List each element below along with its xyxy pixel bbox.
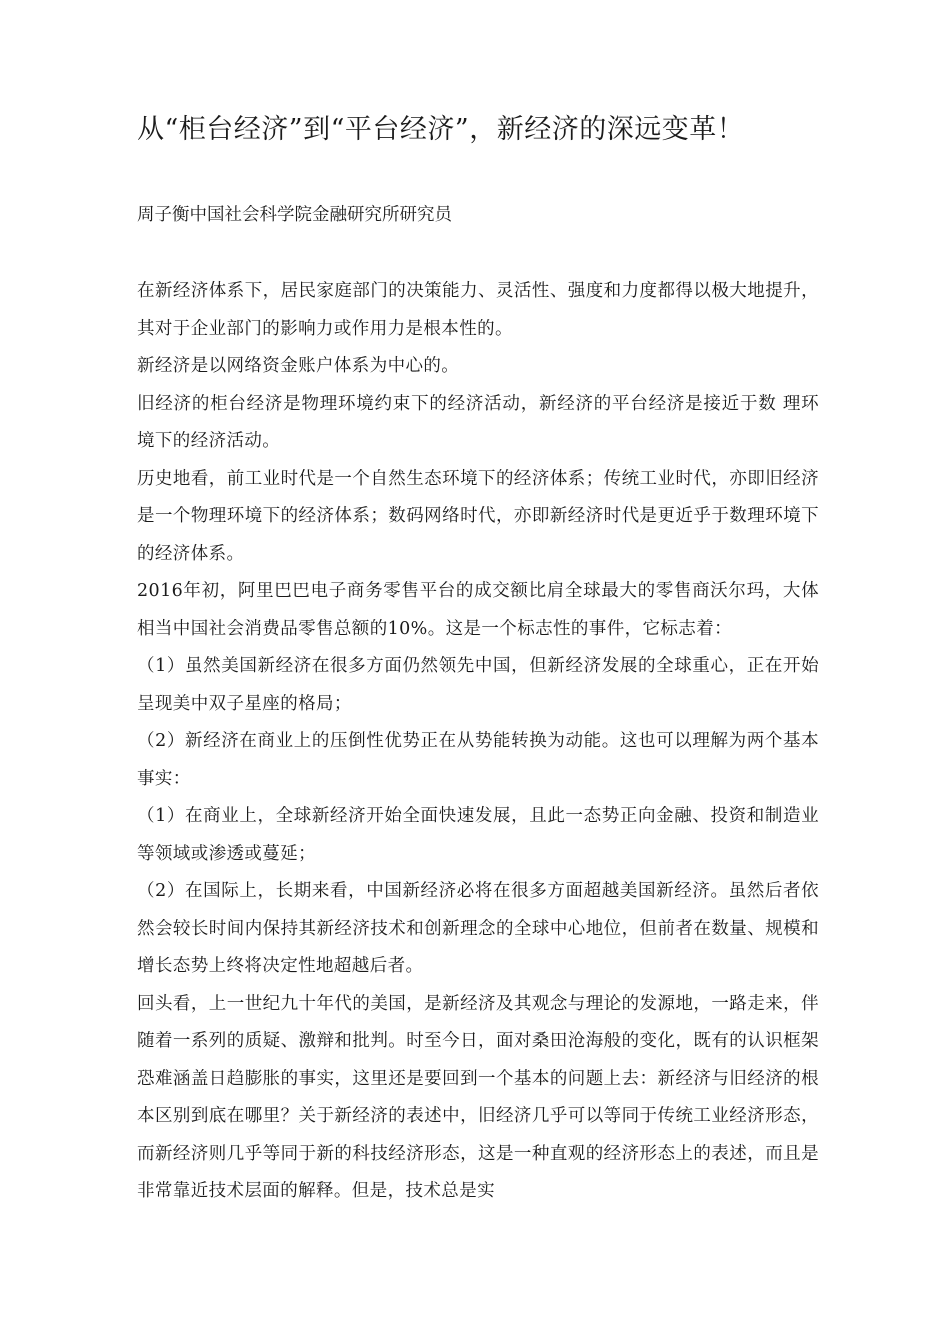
document-title: 从“柜台经济”到“平台经济”，新经济的深远变革！ (137, 114, 745, 145)
paragraph: 历史地看，前工业时代是一个自然生态环境下的经济体系；传统工业时代，亦即旧经济是一个物理环境下的经济体系；数码网络时代，亦即新经济时代是更近乎于数理环境下的经济体系。 (137, 468, 819, 564)
article-body (137, 273, 819, 1211)
author-line: 周子衡中国社会科学院金融研究所研究员 (137, 205, 452, 225)
list-item: （1）虽然美国新经济在很多方面仍然领先中国，但新经济发展的全球重心，正在开始呈现美中双子星座的格局； (137, 656, 819, 714)
paragraph: 新经济是以网络资金账户体系为中心的。 (137, 356, 460, 376)
list-item: （2）在国际上，长期来看，中国新经济必将在很多方面超越美国新经济。虽然后者依然会较长时间内保持其新经济技术和创新理念的全球中心地位，但前者在数量、规模和增长态势上终将决定性地超越后者。 (137, 881, 819, 976)
list-item: （2）新经济在商业上的压倒性优势正在从势能转换为动能。这也可以理解为两个基本事实： (137, 731, 819, 789)
paragraph: 2016年初，阿里巴巴电子商务零售平台的成交额比肩全球最大的零售商沃尔玛，大体相当中国社会消费品零售总额的10%。这是一个标志性的事件，它标志着： (137, 581, 819, 639)
paragraph: 在新经济体系下，居民家庭部门的决策能力、灵活性、强度和力度都得以极大地提升，其对于企业部门的影响力或作用力是根本性的。 (137, 281, 819, 339)
list-item: （1）在商业上，全球新经济开始全面快速发展，且此一态势正向金融、投资和制造业等领域或渗透或蔓延； (137, 806, 819, 864)
paragraph: 旧经济的柜台经济是物理环境约束下的经济活动，新经济的平台经济是接近于数 理环境下的经济活动。 (137, 393, 819, 451)
paragraph: 回头看，上一世纪九十年代的美国，是新经济及其观念与理论的发源地，一路走来，伴随着一系列的质疑、激辩和批判。时至今日，面对桑田沧海般的变化，既有的认识框架恐难涵盖日趋膨胀的事实，这里还是要回到一个基本的问题上去：新经济与旧经济的根本区别到底在哪里？关于新经济的表述中，旧经济几乎可以等同于传统工业经济形态，而新经济则几乎等同于新的科技经济形态，这是一种直观的经济形态上的表述，而且是非常靠近技术层面的解释。但是，技术总是实 (137, 993, 819, 1201)
